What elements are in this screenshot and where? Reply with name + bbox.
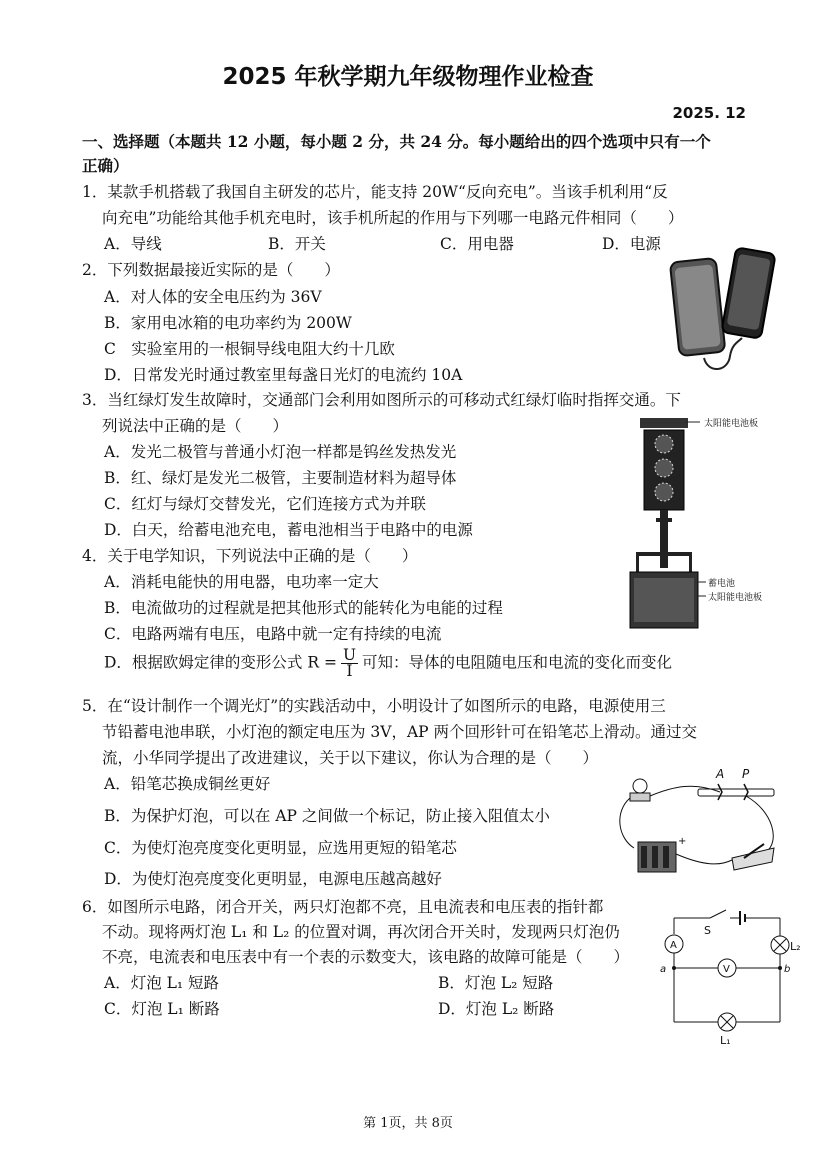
clip-p-label: P — [742, 767, 750, 781]
q4-stem: 4．关于电学知识，下列说法中正确的是（ ） — [82, 547, 418, 565]
q3-option-b: B．红、绿灯是发光二极管，主要制造材料为超导体 — [104, 469, 457, 487]
q3-stem-line1: 3．当红绿灯发生故障时，交通部门会利用如图所示的可移动式红绿灯临时指挥交通。下 — [82, 391, 681, 409]
q6-option-b: B．灯泡 L₂ 短路 — [438, 974, 554, 992]
q4-option-b: B．电流做功的过程就是把其他形式的能转化为电能的过程 — [104, 599, 503, 617]
q2-stem: 2．下列数据最接近实际的是（ ） — [82, 261, 340, 279]
q1-option-a: A．导线 — [104, 235, 162, 253]
q1-option-d: D．电源 — [602, 235, 661, 253]
q5-stem-line1: 5．在“设计制作一个调光灯”的实践活动中，小明设计了如图所示的电路，电源使用三 — [82, 697, 666, 715]
page-title: 2025 年秋学期九年级物理作业检查 — [222, 64, 594, 90]
q5-option-a: A．铅笔芯换成铜丝更好 — [104, 775, 271, 793]
voltmeter-icon: V — [723, 964, 730, 975]
fault-circuit-figure — [656, 906, 806, 1046]
lamp-l2-label: L₂ — [790, 940, 801, 953]
lamp-l1-label: L₁ — [720, 1034, 731, 1047]
q5-stem-line2: 节铅蓄电池串联，小灯泡的额定电压为 3V，AP 两个回形针可在铅笔芯上滑动。通过交 — [102, 723, 698, 741]
section-heading-line1: 一、选择题（本题共 12 小题，每小题 2 分，共 24 分。每小题给出的四个选项中只有一个 — [82, 132, 711, 151]
q5-option-b: B．为保护灯泡，可以在 AP 之间做一个标记，防止接入阻值太小 — [104, 807, 550, 825]
q6-stem-line3: 不亮，电流表和电压表中有一个表的示数变大，该电路的故障可能是（ ） — [102, 948, 630, 966]
q6-option-d: D．灯泡 L₂ 断路 — [438, 1000, 555, 1018]
q4-option-d-suffix: 可知：导体的电阻随电压和电流的变化而变化 — [362, 653, 673, 672]
solar-panel-bottom-label: 太阳能电池板 — [708, 593, 763, 603]
plus-sign: + — [678, 836, 687, 847]
battery-label: 蓄电池 — [708, 579, 736, 589]
node-a-label: a — [660, 964, 667, 975]
q1-option-b: B．开关 — [268, 235, 326, 253]
q2-option-d: D．日常发光时通过教室里每盏日光灯的电流约 10A — [104, 366, 463, 384]
q5-option-d: D．为使灯泡亮度变化更明显，电源电压越高越好 — [104, 870, 442, 888]
traffic-light-figure — [624, 414, 780, 638]
q2-option-a: A．对人体的安全电压约为 36V — [104, 288, 322, 306]
q6-option-c: C．灯泡 L₁ 断路 — [104, 1000, 220, 1018]
ammeter-icon: A — [670, 940, 677, 951]
q1-stem-line1: 1．某款手机搭载了我国自主研发的芯片，能支持 20W“反向充电”。当该手机利用“反 — [82, 183, 668, 201]
fraction-numerator: U — [342, 646, 357, 664]
q6-stem-line1: 6．如图所示电路，闭合开关，两只灯泡都不亮，且电流表和电压表的指针都 — [82, 898, 604, 916]
q3-option-d: D．白天，给蓄电池充电，蓄电池相当于电路中的电源 — [104, 521, 473, 539]
q3-stem-line2: 列说法中正确的是（ ） — [102, 417, 289, 435]
q6-option-a: A．灯泡 L₁ 短路 — [104, 974, 220, 992]
switch-label: S — [704, 924, 711, 937]
fraction-denominator: I — [346, 662, 353, 680]
node-b-label: b — [784, 964, 791, 975]
q6-stem-line2: 不动。现将两灯泡 L₁ 和 L₂ 的位置对调，再次闭合开关时，发现两只灯泡仍 — [102, 923, 620, 941]
q3-option-a: A．发光二极管与普通小灯泡一样都是钨丝发热发光 — [104, 443, 457, 461]
q4-option-a: A．消耗电能快的用电器，电功率一定大 — [104, 573, 379, 591]
q2-option-b: B．家用电冰箱的电功率约为 200W — [104, 314, 352, 332]
clip-a-label: A — [716, 767, 725, 781]
q5-option-c: C．为使灯泡亮度变化更明显，应选用更短的铅笔芯 — [104, 839, 457, 857]
q3-option-c: C．红灯与绿灯交替发光，它们连接方式为并联 — [104, 495, 426, 513]
dimmer-circuit-figure — [604, 762, 784, 884]
q2-option-c: C 实验室用的一根铜导线电阻大约十几欧 — [104, 340, 395, 358]
q5-stem-line3: 流，小华同学提出了改进建议，关于以下建议，你认为合理的是（ ） — [102, 749, 599, 767]
q4-option-c: C．电路两端有电压，电路中就一定有持续的电流 — [104, 625, 442, 643]
exam-date: 2025. 12 — [672, 104, 746, 122]
q1-stem-line2: 向充电”功能给其他手机充电时，该手机所起的作用与下列哪一电路元件相同（ ） — [102, 209, 684, 227]
phones-figure — [668, 246, 778, 378]
q4-option-d — [104, 648, 672, 679]
ohm-fraction — [341, 648, 358, 679]
q1-option-c: C．用电器 — [440, 235, 514, 253]
section-heading-line2: 正确） — [82, 156, 129, 175]
q4-option-d-prefix: D．根据欧姆定律的变形公式 R = — [104, 653, 337, 672]
page-number: 第 1页，共 8页 — [363, 1116, 453, 1131]
solar-panel-top-label: 太阳能电池板 — [704, 419, 759, 429]
